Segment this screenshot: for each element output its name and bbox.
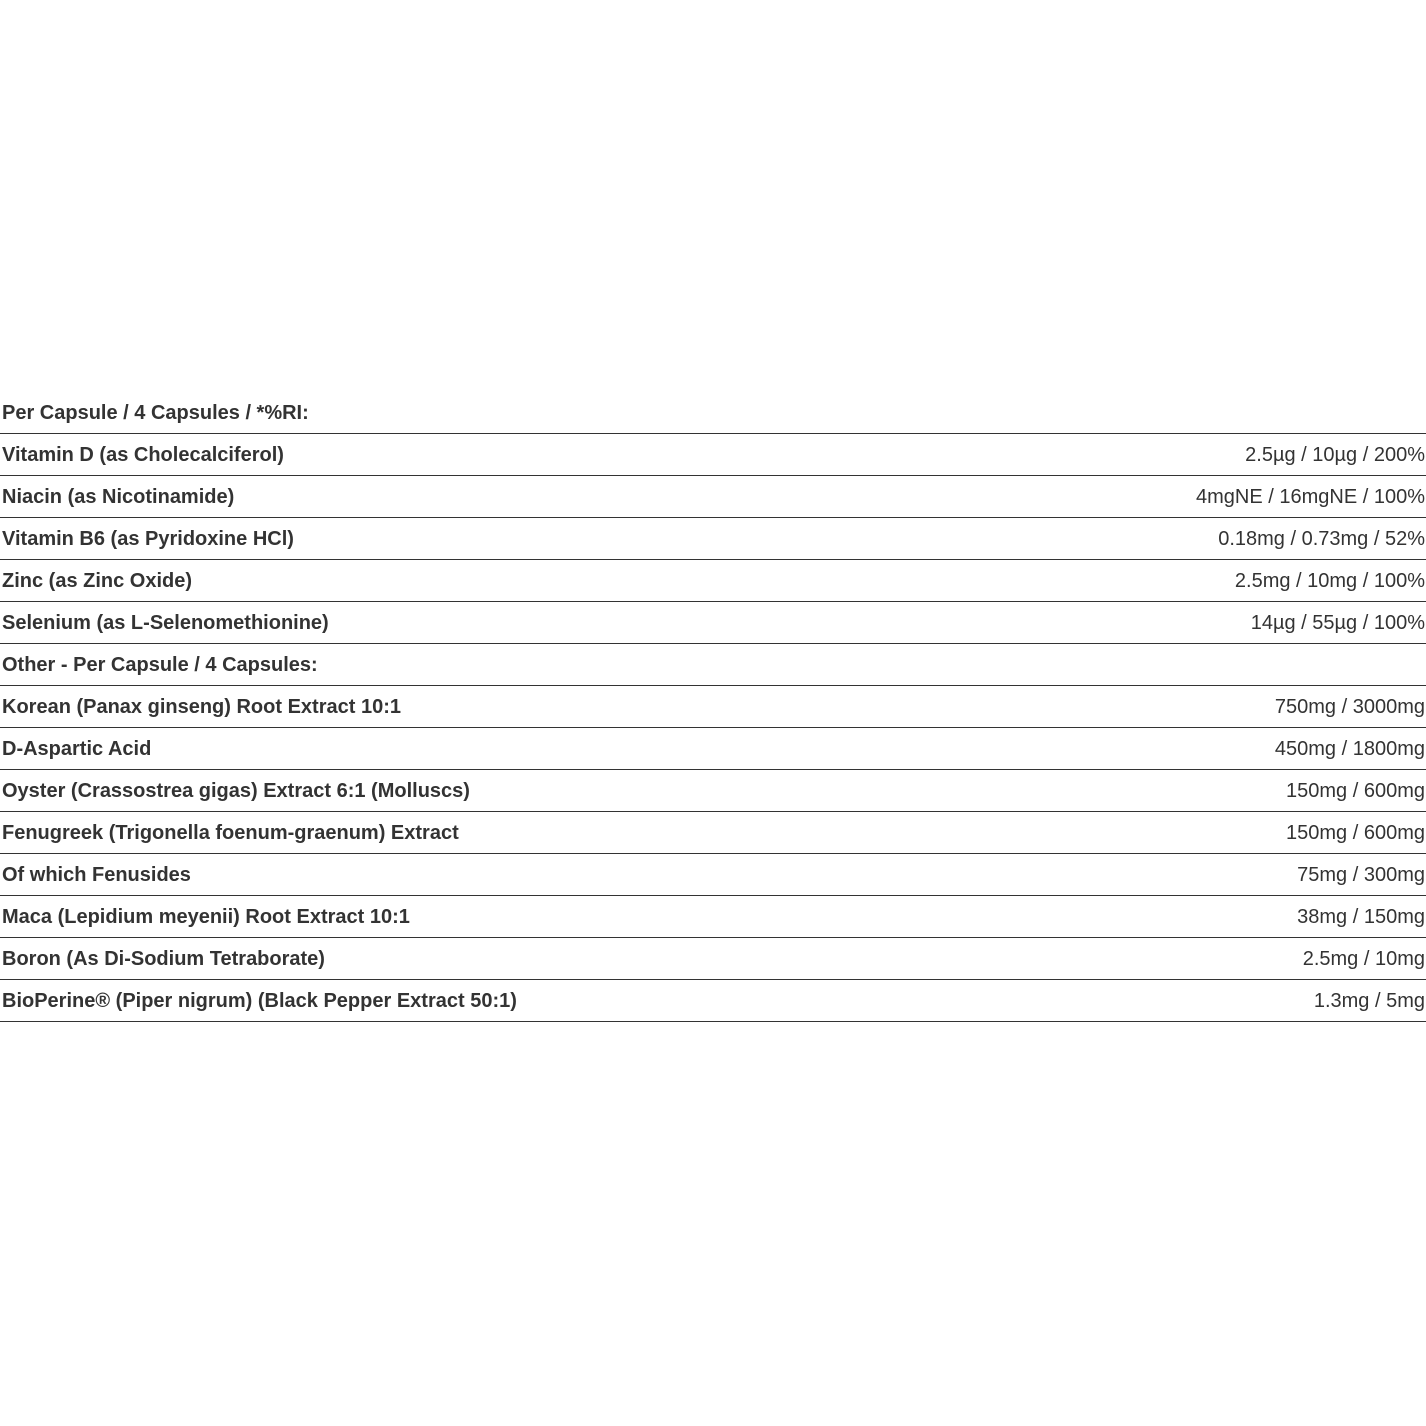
row-label: Per Capsule / 4 Capsules / *%RI: xyxy=(2,401,309,424)
row-label: Korean (Panax ginseng) Root Extract 10:1 xyxy=(2,695,401,718)
row-label: Selenium (as L-Selenomethionine) xyxy=(2,611,329,634)
row-label: Fenugreek (Trigonella foenum-graenum) Extract xyxy=(2,821,459,844)
table-row xyxy=(0,854,1426,896)
row-label: Vitamin D (as Cholecalciferol) xyxy=(2,443,284,466)
table-row xyxy=(0,812,1426,854)
row-value: 1.3mg / 5mg xyxy=(1313,989,1425,1012)
table-row xyxy=(0,602,1426,644)
table-row xyxy=(0,560,1426,602)
row-label: D-Aspartic Acid xyxy=(2,737,152,760)
row-label: Of which Fenusides xyxy=(2,863,191,886)
row-value: 14µg / 55µg / 100% xyxy=(1250,611,1425,634)
row-value: 4mgNE / 16mgNE / 100% xyxy=(1196,485,1425,508)
table-row xyxy=(0,896,1426,938)
row-label: Maca (Lepidium meyenii) Root Extract 10:1 xyxy=(2,905,410,928)
row-value: 150mg / 600mg xyxy=(1286,779,1425,802)
table-section-header-row xyxy=(0,644,1426,686)
row-value: 750mg / 3000mg xyxy=(1274,695,1425,718)
row-value: 0.18mg / 0.73mg / 52% xyxy=(1218,527,1425,550)
nutrition-table xyxy=(0,392,1426,1022)
row-value: 38mg / 150mg xyxy=(1297,905,1425,928)
row-value: 2.5mg / 10mg xyxy=(1302,947,1425,970)
table-row xyxy=(0,434,1426,476)
table-row xyxy=(0,938,1426,980)
row-label: Other - Per Capsule / 4 Capsules: xyxy=(2,653,318,676)
table-row xyxy=(0,686,1426,728)
table-row xyxy=(0,980,1426,1022)
table-header-row xyxy=(0,392,1426,434)
row-value: 150mg / 600mg xyxy=(1286,821,1425,844)
row-value: 450mg / 1800mg xyxy=(1274,737,1425,760)
row-value: 2.5µg / 10µg / 200% xyxy=(1245,443,1425,466)
row-label: Vitamin B6 (as Pyridoxine HCl) xyxy=(2,527,294,550)
row-value: 75mg / 300mg xyxy=(1297,863,1425,886)
row-label: Oyster (Crassostrea gigas) Extract 6:1 (Molluscs) xyxy=(2,779,470,802)
table-row xyxy=(0,476,1426,518)
row-label: Niacin (as Nicotinamide) xyxy=(2,485,235,508)
table-row xyxy=(0,728,1426,770)
row-label: Boron (As Di-Sodium Tetraborate) xyxy=(2,947,325,970)
row-label: BioPerine® (Piper nigrum) (Black Pepper Extract 50:1) xyxy=(2,989,517,1012)
row-value: 2.5mg / 10mg / 100% xyxy=(1234,569,1425,592)
table-row xyxy=(0,518,1426,560)
table-row xyxy=(0,770,1426,812)
row-label: Zinc (as Zinc Oxide) xyxy=(2,569,193,592)
